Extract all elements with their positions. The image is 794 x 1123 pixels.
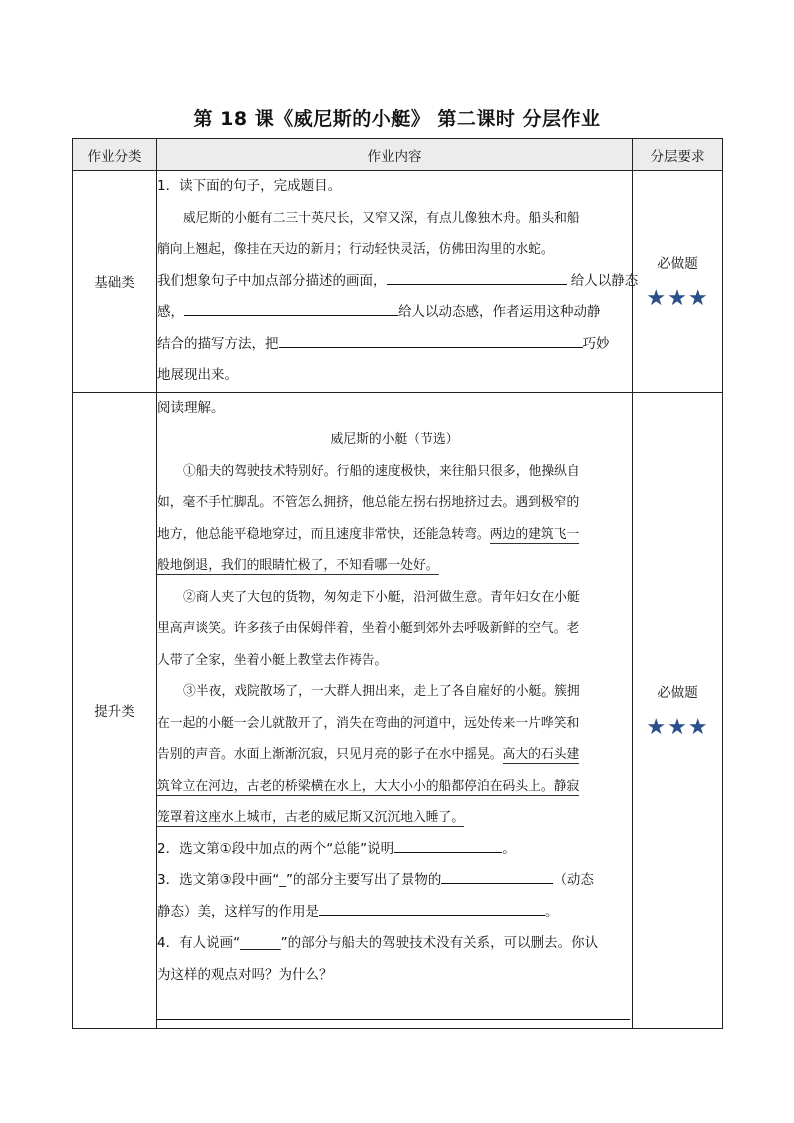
passage-line [157,519,632,551]
requirement-label: 必做题 [657,684,698,701]
question-4-cont: 为这样的观点对吗？为什么？ [157,966,333,983]
basic-fill-line-3 [157,329,632,361]
passage-line [157,550,632,582]
underlined-passage-text: 般地倒退，我们的眼睛忙极了，不知看哪一处好。 [157,558,439,573]
passage-text: 告别的声音。水面上渐渐沉寂，只见月亮的影子在水中摇晃。 [157,747,503,762]
header-content: 作业内容 [157,139,633,171]
underline-mark: _ [279,872,286,888]
passage-line: 人带了全家，坐着小艇上教堂去作祷告。 [157,652,388,668]
underlined-passage-text: 两边的建筑飞一 [489,526,580,542]
answer-blank[interactable] [319,900,545,916]
answer-blank[interactable] [184,300,398,316]
answer-blank[interactable] [394,837,502,853]
passage-line [157,771,632,803]
underline-mark: ______ [240,935,281,951]
basic-requirement [633,171,723,393]
question-text: 。 [502,840,516,857]
question-text: 3．选文第③段中画“ [157,872,280,888]
basic-fill-line-1 [157,266,639,298]
basic-row [73,171,723,393]
answer-line[interactable] [157,991,630,1020]
passage-line: 里高声谈笑。许多孩子由保姆伴着，坐着小艇到郊外去呼吸新鲜的空气。老 [157,621,580,636]
difficulty-stars-icon: ★★★ [646,714,709,740]
basic-fill-text: 给人以动态感，作者运用这种动静 [398,304,601,320]
question-text: ”的部分与船夫的驾驶技术没有关系，可以删去。你认 [280,935,599,951]
basic-content [157,171,639,393]
page-title: 第 18 课《威尼斯的小艇》 第二课时 分层作业 [193,108,601,130]
reading-intro: 阅读理解。 [157,399,225,416]
question-text: 静态）美，这样写的作用是 [157,903,319,920]
basic-fill-text: 巧妙 [582,335,610,352]
underlined-passage-text: 笼罩着这座水上城市，古老的威尼斯又沉沉地入睡了。 [157,810,465,825]
advanced-category: 提升类 [73,392,157,1029]
question-2 [157,834,632,866]
question-text: （动态 [553,872,594,888]
underlined-passage-text: 高大的石头建 [502,747,580,762]
advanced-row [73,392,723,1029]
question-3 [157,865,632,897]
passage-line [157,739,632,771]
basic-question-1: 1．读下面的句子，完成题目。 [157,178,342,194]
basic-fill-text: 结合的描写方法，把 [157,335,279,352]
passage-line: ②商人夹了大包的货物，匆匆走下小艇，沿河做生意。青年妇女在小艇 [183,589,580,605]
advanced-content [157,392,633,1029]
passage-text: 地方，他总能平稳地穿过，而且速度非常快，还能急转弯。 [157,526,490,542]
basic-fill-line-4: 地展现出来。 [157,367,238,383]
difficulty-stars-icon: ★★★ [646,285,709,311]
passage-line: ①船夫的驾驶技术特别好。行船的速度极快，来往船只很多，他操纵自 [183,463,580,479]
passage-line: 如，毫不手忙脚乱。不管怎么拥挤，他总能左拐右拐地挤过去。遇到极窄的 [157,495,580,510]
answer-blank[interactable] [279,332,583,348]
answer-blank[interactable] [387,269,567,285]
header-requirement: 分层要求 [633,139,723,171]
homework-table [72,138,723,1029]
basic-fill-text: 感， [157,304,184,320]
passage-line: ③半夜，戏院散场了，一大群人拥出来，走上了各自雇好的小艇。簇拥 [183,684,580,699]
basic-fill-text: 我们想象句子中加点部分描述的画面， [157,272,387,289]
header-category: 作业分类 [73,139,157,171]
basic-category: 基础类 [73,171,157,393]
advanced-requirement [633,392,723,1029]
question-text: 2．选文第①段中加点的两个“总能”说明 [157,840,395,857]
passage-title: 威尼斯的小艇（节选） [330,432,459,447]
basic-fill-line-2 [157,297,632,329]
basic-fill-text: 给人以静态 [566,272,639,289]
passage-line: 在一起的小艇一会儿就散开了，消失在弯曲的河道中，远处传来一片哗笑和 [157,715,580,731]
passage-line [157,802,632,834]
underlined-passage-text: 筑耸立在河边，古老的桥梁横在水上，大大小小的船都停泊在码头上。静寂 [157,778,580,794]
basic-sentence-line-2: 艄向上翘起，像挂在天边的新月；行动轻快灵活，仿佛田沟里的水蛇。 [157,242,554,257]
basic-sentence-line-1: 威尼斯的小艇有二三十英尺长，又窄又深，有点儿像独木舟。船头和船 [183,210,580,226]
question-text: 。 [545,903,559,920]
header-row [73,139,723,171]
answer-blank[interactable] [441,868,553,884]
question-3-cont [157,897,632,929]
question-text: 4．有人说画“ [157,935,241,951]
question-4 [157,928,632,960]
question-text: ”的部分主要写出了景物的 [285,872,442,888]
requirement-label: 必做题 [657,255,698,272]
